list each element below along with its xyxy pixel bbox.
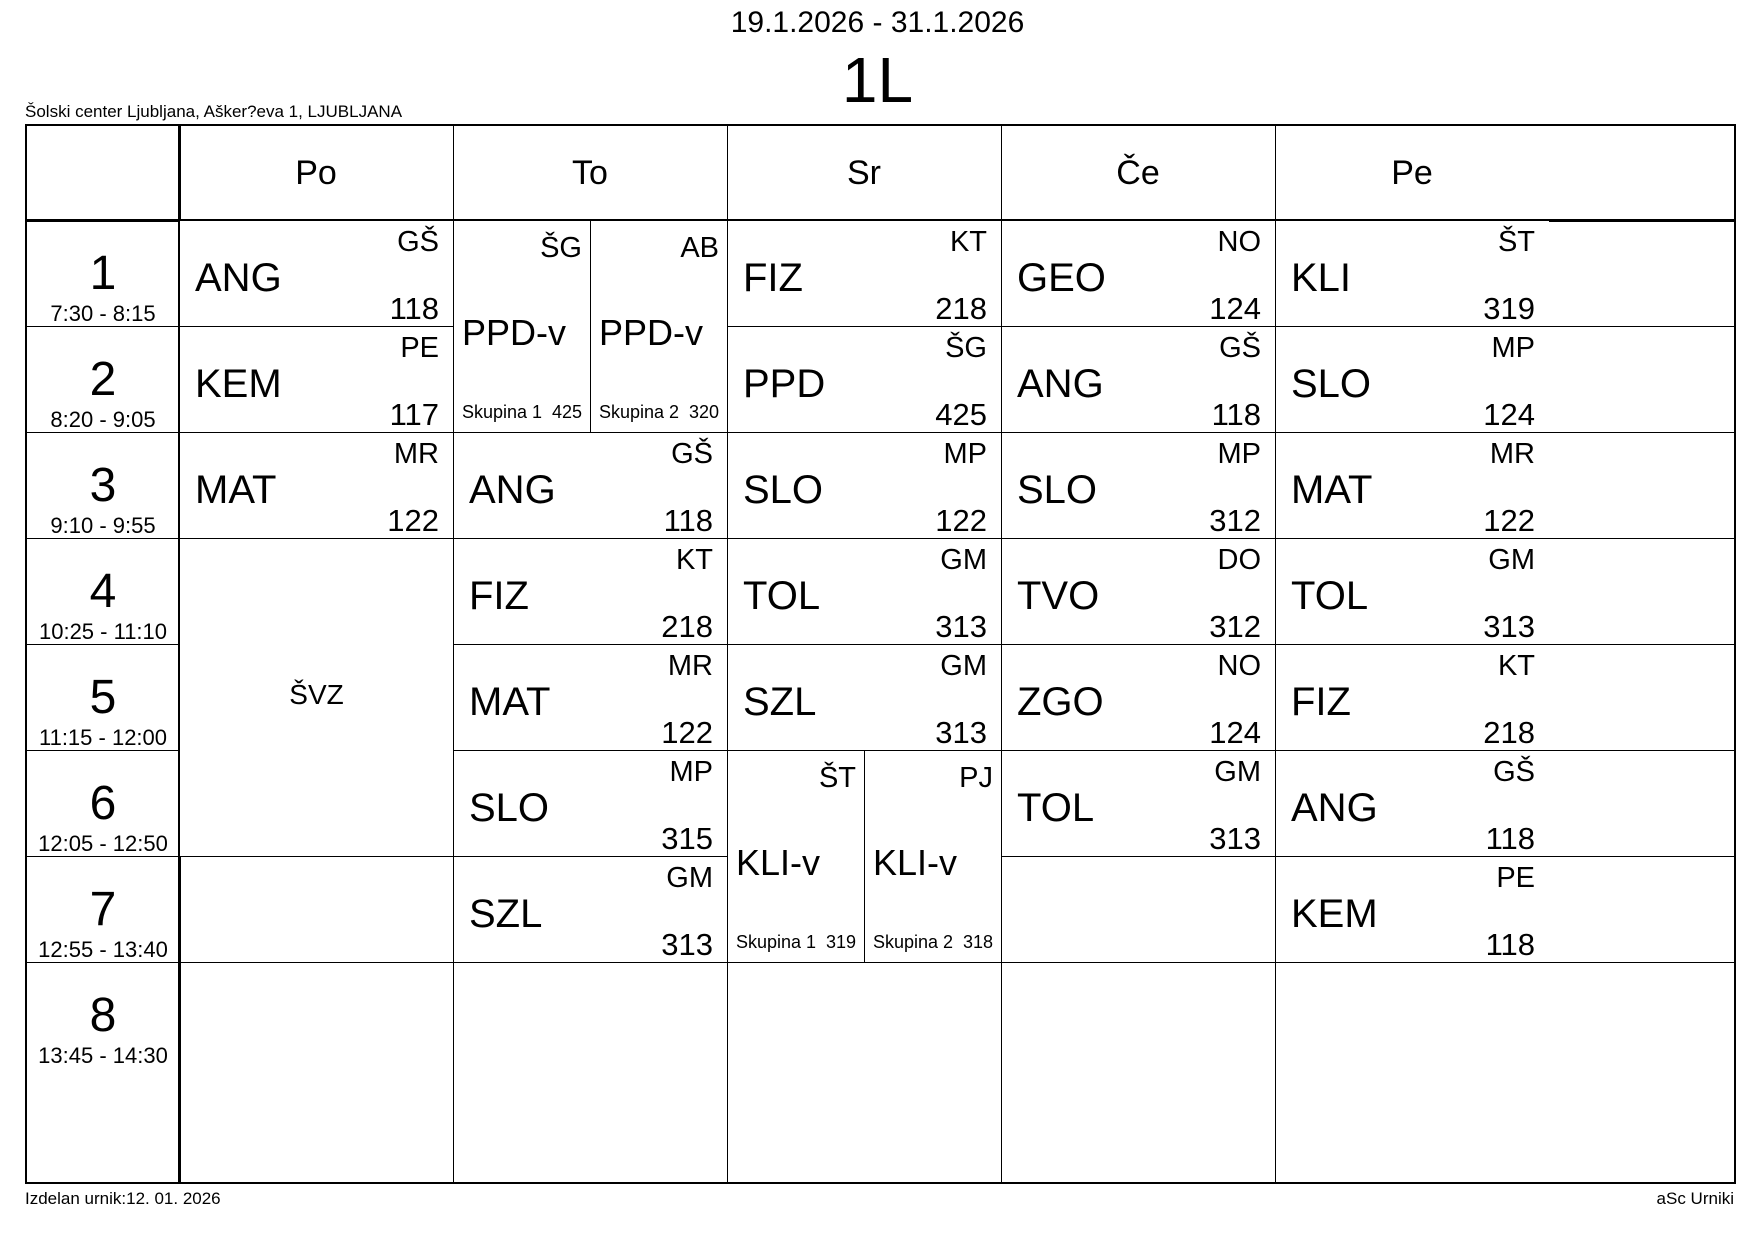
- period-label: [27, 247, 179, 326]
- subject-code: KEM: [195, 362, 282, 406]
- subject-code: KEM: [1291, 892, 1378, 936]
- teacher-code: NO: [1217, 650, 1261, 682]
- lesson-cell: [1002, 539, 1275, 644]
- day-header: Sr: [847, 154, 881, 192]
- room-number: 312: [1209, 609, 1261, 644]
- room-number: 319: [825, 932, 856, 952]
- teacher-code: GM: [666, 862, 713, 894]
- teacher-code: NO: [1217, 226, 1261, 258]
- teacher-code: MP: [1217, 438, 1261, 470]
- subject-code: ŠVZ: [289, 679, 344, 710]
- teacher-code: GM: [1488, 544, 1535, 576]
- lesson-cell: [1002, 221, 1275, 326]
- school-name: Šolski center Ljubljana, Ašker?eva 1, LJUBLJANA: [25, 102, 403, 121]
- period-label: [27, 565, 179, 644]
- period-label: [27, 459, 179, 538]
- period-time: 10:25 - 11:10: [38, 619, 168, 644]
- teacher-code: MR: [1489, 438, 1535, 470]
- room-number: 118: [1485, 821, 1535, 856]
- lesson-cell: [728, 433, 1001, 538]
- lesson-cell: [180, 221, 453, 326]
- room-number: 124: [1483, 397, 1535, 432]
- teacher-code: ŠT: [818, 762, 856, 794]
- room-number: 124: [1209, 291, 1261, 326]
- period-label: [27, 353, 179, 432]
- lesson-cell: [1002, 751, 1275, 856]
- room-number: 313: [661, 927, 713, 962]
- group-label: Skupina 1: [736, 932, 817, 952]
- room-number: 313: [935, 609, 987, 644]
- room-number: 425: [935, 397, 987, 432]
- subject-code: KLI-v: [873, 842, 958, 883]
- subject-code: TOL: [743, 574, 821, 618]
- subject-code: GEO: [1017, 256, 1106, 300]
- day-header: Pe: [1391, 154, 1433, 192]
- lesson-cell: [1276, 433, 1549, 538]
- subject-code: ANG: [195, 256, 282, 300]
- teacher-code: PJ: [959, 762, 993, 794]
- period-time: 11:15 - 12:00: [38, 725, 168, 750]
- teacher-code: GM: [1214, 756, 1261, 788]
- period-time: 9:10 - 9:55: [50, 513, 156, 538]
- subject-code: PPD-v: [599, 312, 704, 353]
- subject-code: MAT: [469, 680, 551, 724]
- room-number: 313: [1483, 609, 1535, 644]
- lesson-cell: [454, 751, 727, 856]
- teacher-code: KT: [949, 226, 987, 258]
- room-number: 319: [1483, 291, 1535, 326]
- subject-code: PPD-v: [462, 312, 567, 353]
- subject-code: SZL: [743, 680, 817, 724]
- lesson-cell: [865, 751, 1001, 962]
- period-number: 6: [89, 777, 117, 830]
- period-label: [27, 883, 179, 962]
- lesson-cell: [591, 221, 727, 432]
- subject-code: ZGO: [1017, 680, 1104, 724]
- teacher-code: ŠT: [1497, 226, 1535, 258]
- subject-code: PPD: [743, 362, 826, 406]
- subject-code: ANG: [1291, 786, 1378, 830]
- day-header: Če: [1116, 154, 1160, 192]
- teacher-code: GŠ: [671, 438, 713, 470]
- teacher-code: MP: [669, 756, 713, 788]
- room-number: 218: [661, 609, 713, 644]
- day-header: To: [572, 154, 608, 192]
- grid-line-split: [590, 220, 591, 432]
- teacher-code: PE: [400, 332, 439, 364]
- teacher-code: MP: [943, 438, 987, 470]
- teacher-code: GŠ: [1219, 332, 1261, 364]
- room-number: 313: [935, 715, 987, 750]
- lesson-cell: [1276, 327, 1549, 432]
- lesson-cell: [1002, 433, 1275, 538]
- period-time: 12:05 - 12:50: [38, 831, 168, 856]
- period-time: 7:30 - 8:15: [50, 301, 156, 326]
- lesson-cell: [1276, 751, 1549, 856]
- subject-code: TOL: [1017, 786, 1095, 830]
- teacher-code: GŠ: [397, 226, 439, 258]
- room-number: 312: [1209, 503, 1261, 538]
- lesson-cell: [728, 539, 1001, 644]
- lesson-cell: [728, 221, 1001, 326]
- room-number: 118: [663, 503, 713, 538]
- room-number: 425: [551, 402, 582, 422]
- room-number: 117: [389, 397, 439, 432]
- subject-code: MAT: [195, 468, 277, 512]
- period-time: 13:45 - 14:30: [38, 1043, 168, 1068]
- subject-code: TOL: [1291, 574, 1369, 618]
- room-number: 118: [1485, 927, 1535, 962]
- subject-code: FIZ: [743, 256, 803, 300]
- subject-code: SLO: [1017, 468, 1098, 512]
- teacher-code: GM: [940, 650, 987, 682]
- room-number: 320: [688, 402, 719, 422]
- room-number: 122: [1483, 503, 1535, 538]
- room-number: 118: [389, 291, 439, 326]
- lesson-cell: [1276, 221, 1549, 326]
- created-date: Izdelan urnik:12. 01. 2026: [25, 1189, 221, 1208]
- lesson-cell: [728, 645, 1001, 750]
- day-header: Po: [295, 154, 337, 192]
- lesson-cell: [454, 221, 590, 432]
- group-label: Skupina 2: [873, 932, 954, 952]
- lesson-cell: [1276, 857, 1549, 962]
- timetable-grid: [25, 124, 1736, 1184]
- room-number: 315: [661, 821, 713, 856]
- lesson-cell: [454, 433, 727, 538]
- subject-code: MAT: [1291, 468, 1373, 512]
- lesson-cell: [1002, 645, 1275, 750]
- software-name: aSc Urniki: [1656, 1189, 1734, 1208]
- room-number: 122: [935, 503, 987, 538]
- period-time: 8:20 - 9:05: [50, 407, 156, 432]
- date-range: 19.1.2026 - 31.1.2026: [730, 6, 1025, 39]
- subject-code: SLO: [469, 786, 550, 830]
- period-number: 8: [89, 989, 117, 1042]
- teacher-code: GM: [940, 544, 987, 576]
- subject-code: SZL: [469, 892, 543, 936]
- period-label: [27, 777, 179, 856]
- period-number: 4: [89, 565, 117, 618]
- room-number: 313: [1209, 821, 1261, 856]
- lesson-cell: [728, 751, 864, 962]
- room-number: 218: [1483, 715, 1535, 750]
- lesson-cell: [454, 645, 727, 750]
- class-title: 1L: [841, 44, 914, 116]
- room-number: 122: [661, 715, 713, 750]
- teacher-code: MR: [667, 650, 713, 682]
- teacher-code: DO: [1217, 544, 1261, 576]
- lesson-cell: [1276, 645, 1549, 750]
- lesson-cell: [454, 539, 727, 644]
- lesson-cell: [1276, 539, 1549, 644]
- subject-code: TVO: [1017, 574, 1100, 618]
- teacher-code: ŠG: [540, 232, 582, 264]
- subject-code: KLI: [1291, 256, 1352, 300]
- lesson-cell-svz: [180, 539, 453, 856]
- lesson-cell: [180, 327, 453, 432]
- period-label: [27, 671, 179, 750]
- period-number: 7: [89, 883, 117, 936]
- group-label: Skupina 2: [599, 402, 680, 422]
- period-number: 2: [89, 353, 117, 406]
- subject-code: KLI-v: [736, 842, 821, 883]
- lesson-cell: [454, 857, 727, 962]
- teacher-code: PE: [1496, 862, 1535, 894]
- teacher-code: GŠ: [1493, 756, 1535, 788]
- teacher-code: MP: [1491, 332, 1535, 364]
- period-number: 5: [89, 671, 117, 724]
- room-number: 118: [1211, 397, 1261, 432]
- period-label: [27, 989, 179, 1068]
- room-number: 124: [1209, 715, 1261, 750]
- subject-code: FIZ: [1291, 680, 1351, 724]
- lesson-cell: [180, 433, 453, 538]
- teacher-code: AB: [680, 232, 719, 264]
- grid-line-horizontal: [27, 962, 1734, 963]
- subject-code: ANG: [1017, 362, 1104, 406]
- subject-code: SLO: [1291, 362, 1372, 406]
- period-number: 3: [89, 459, 117, 512]
- lesson-cell: [1002, 327, 1275, 432]
- period-time: 12:55 - 13:40: [38, 937, 168, 962]
- room-number: 318: [962, 932, 993, 952]
- period-number: 1: [89, 247, 117, 300]
- group-label: Skupina 1: [462, 402, 543, 422]
- lesson-cell: [728, 327, 1001, 432]
- subject-code: ANG: [469, 468, 556, 512]
- teacher-code: MR: [393, 438, 439, 470]
- room-number: 218: [935, 291, 987, 326]
- grid-line-split: [864, 750, 865, 962]
- teacher-code: ŠG: [945, 332, 987, 364]
- subject-code: FIZ: [469, 574, 529, 618]
- teacher-code: KT: [675, 544, 713, 576]
- room-number: 122: [387, 503, 439, 538]
- teacher-code: KT: [1497, 650, 1535, 682]
- subject-code: SLO: [743, 468, 824, 512]
